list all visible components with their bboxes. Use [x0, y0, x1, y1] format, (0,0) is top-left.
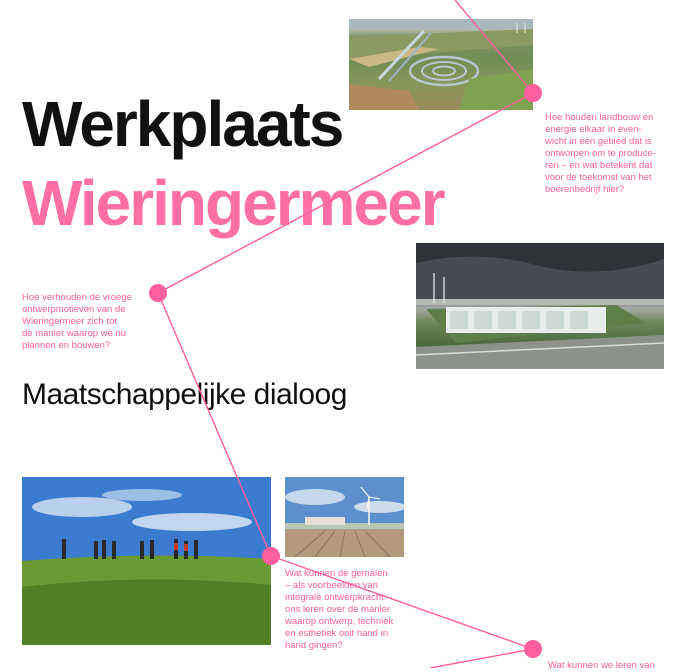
page-title-line-2: Wieringermeer [22, 167, 444, 239]
datacenter-photo [416, 243, 664, 369]
windmill-field-photo [285, 477, 404, 557]
question-text: Wat kunnen we leren van [548, 660, 655, 671]
question-text: Hoe houden landbouw en energie elkaar in even- wicht in een gebied dat is ontworpen om te produce- ren – en wat betekent dat voor de toekomst van het boerenbedrijf hier? [545, 112, 656, 195]
connector-dot [524, 640, 542, 658]
aerial-landscape-photo [349, 19, 533, 110]
people-on-dike-photo [22, 477, 271, 645]
question-text: Hoe verhouden de vroege ontwerpmotieven van de Wieringermeer zich tot de manier waarop we nu plannen en bouwen? [22, 292, 132, 351]
question-text: Wat kunnen de gemalen – als voorbeelden van integrale ontwerpkracht – ons leren over de manier waarop ontwerp, techniek en esthetiek ooit hand in hand gingen? [285, 568, 394, 651]
section-subtitle: Maatschappelijke dialoog [22, 378, 347, 411]
page-title-line-1: Werkplaats [22, 88, 343, 160]
